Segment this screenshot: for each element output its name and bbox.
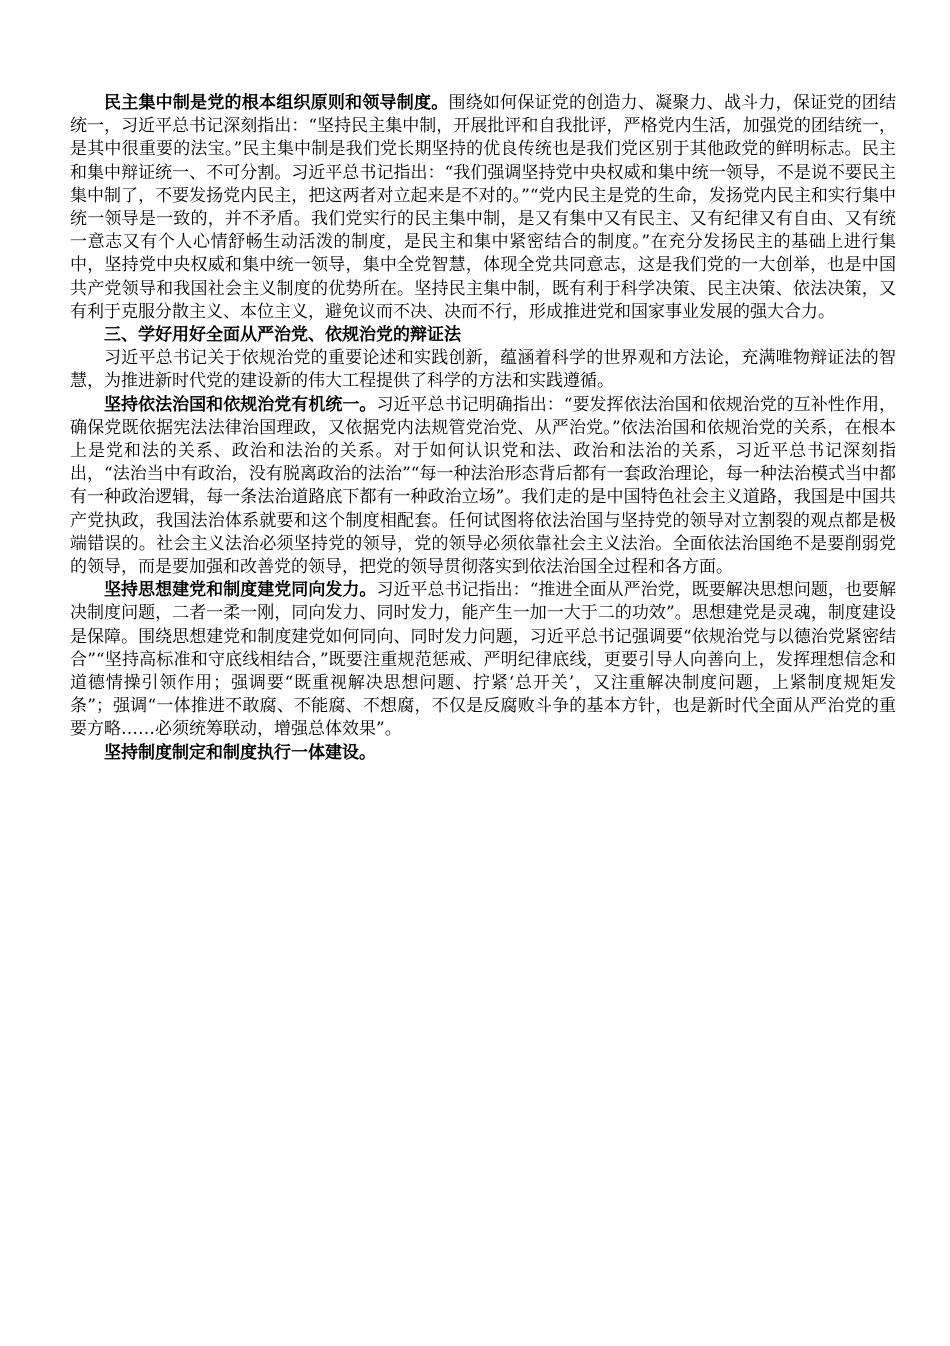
- paragraph-democratic-centralism: [70, 92, 896, 324]
- paragraph-intro: [70, 347, 896, 393]
- paragraph-body: 围绕如何保证党的创造力、凝聚力、战斗力，保证党的团结统一，习近平总书记深刻指出：“坚持民主集中制，开展批评和自我批评，严格党内生活，加强党的团结统一，是其中很重要的法宝。”民主集中制是我们党长期坚持的优良传统也是我们党区别于其他政党的鲜明标志。民主和集中辩证统一、不可分割。习近平总书记指出：“我们强调坚持党中央权威和集中统一领导，不是说不要民主集中制了，不要发扬党内民主，把这两者对立起来是不对的。”“党内民主是党的生命，发扬党内民主和实行集中统一领导是一致的，并不矛盾。我们党实行的民主集中制，是又有集中又有民主、又有纪律又有自由、又有统一意志又有个人心情舒畅生动活泼的制度，是民主和集中紧密结合的制度。”在充分发扬民主的基础上进行集中，坚持党中央权威和集中统一领导，集中全党智慧，体现全党共同意志，这是我们党的一大创举，也是中国共产党领导和我国社会主义制度的优势所在。坚持民主集中制，既有利于科学决策、民主决策、依法决策，又有利于克服分散主义、本位主义，避免议而不决、决而不行，形成推进党和国家事业发展的强大合力。: [70, 93, 897, 322]
- paragraph-lead: 民主集中制是党的根本组织原则和领导制度。: [104, 93, 449, 113]
- paragraph-body: 习近平总书记明确指出：“要发挥依法治国和依规治党的互补性作用，确保党既依据宪法法律治国理政，又依据党内法规管党治党、从严治党。”依法治国和依规治党的关系，在根本上是党和法的关系、政治和法治的关系。对于如何认识党和法、政治和法治的关系，习近平总书记深刻指出，“法治当中有政治，没有脱离政治的法治”“每一种法治形态背后都有一套政治理论，每一种法治模式当中都有一种政治逻辑，每一条法治道路底下都有一种政治立场”。我们走的是中国特色社会主义道路，我国是中国共产党执政，我国法治体系就要和这个制度相配套。任何试图将依法治国与坚持党的领导对立割裂的观点都是极端错误的。社会主义法治必须坚持党的领导，党的领导必须依靠社会主义法治。全面依法治国绝不是要削弱党的领导，而是要加强和改善党的领导，把党的领导贯彻落实到依法治国全过程和各方面。: [70, 394, 896, 578]
- document-page: [70, 92, 896, 765]
- paragraph-ideology-and-system: [70, 579, 896, 741]
- paragraph-lead: 坚持依法治国和依规治党有机统一。: [104, 394, 377, 415]
- paragraph-system-building: [70, 742, 896, 765]
- paragraph-lead: 坚持思想建党和制度建党同向发力。: [104, 580, 377, 601]
- section-heading: 三、学好用好全面从严治党、依规治党的辩证法: [104, 325, 461, 346]
- paragraph-body: 习近平总书记关于依规治党的重要论述和实践创新，蕴涵着科学的世界观和方法论，充满唯物辩证法的智慧，为推进新时代党的建设新的伟大工程提供了科学的方法和实践遵循。: [70, 348, 896, 392]
- paragraph-lead: 坚持制度制定和制度执行一体建设。: [104, 742, 376, 763]
- paragraph-body: 习近平总书记指出：“推进全面从严治党，既要解决思想问题，也要解决制度问题，二者一柔一刚，同向发力、同时发力，能产生一加一大于二的功效”。思想建党是灵魂，制度建设是保障。围绕思想建党和制度建党如何同向、同时发力问题，习近平总书记强调要“依规治党与以德治党紧密结合”“坚持高标准和守底线相结合，”既要注重规范惩戒、严明纪律底线，更要引导人向善向上，发挥理想信念和道德情操引领作用；强调要“既重视解决思想问题、拧紧‘总开关’，又注重解决制度问题，上紧制度规矩发条”；强调“一体推进不敢腐、不能腐、不想腐，不仅是反腐败斗争的基本方针，也是新时代全面从严治党的重要方略……必须统筹联动，增强总体效果”。: [70, 580, 896, 740]
- paragraph-rule-of-law: [70, 394, 896, 580]
